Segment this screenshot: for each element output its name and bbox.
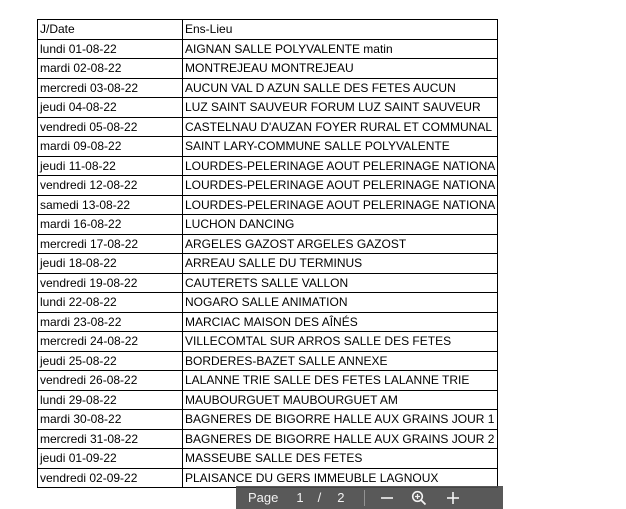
table-row — [38, 78, 498, 98]
table-row — [38, 39, 498, 59]
table-row — [38, 59, 498, 79]
table-row — [38, 273, 498, 293]
header-place: Ens-Lieu — [183, 20, 498, 40]
table-row — [38, 351, 498, 371]
header-date: J/Date — [38, 20, 183, 40]
row-place: LUCHON DANCING — [183, 215, 498, 235]
row-date: mercredi 24-08-22 — [38, 332, 183, 352]
row-place: MAUBOURGUET MAUBOURGUET AM — [183, 390, 498, 410]
table-row — [38, 332, 498, 352]
zoom-fit-button[interactable] — [409, 490, 429, 506]
row-place: SAINT LARY-COMMUNE SALLE POLYVALENTE — [183, 137, 498, 157]
table-row — [38, 254, 498, 274]
row-place: LOURDES-PELERINAGE AOUT PELERINAGE NATIONA — [183, 156, 498, 176]
table-row — [38, 195, 498, 215]
row-date: mardi 02-08-22 — [38, 59, 183, 79]
table-row — [38, 371, 498, 391]
row-date: mercredi 03-08-22 — [38, 78, 183, 98]
row-date: jeudi 04-08-22 — [38, 98, 183, 118]
row-date: jeudi 18-08-22 — [38, 254, 183, 274]
row-place: LOURDES-PELERINAGE AOUT PELERINAGE NATIONA — [183, 176, 498, 196]
table-header-row — [38, 20, 498, 40]
table-row — [38, 176, 498, 196]
row-place: LALANNE TRIE SALLE DES FETES LALANNE TRIE — [183, 371, 498, 391]
row-place: MASSEUBE SALLE DES FETES — [183, 449, 498, 469]
row-date: jeudi 25-08-22 — [38, 351, 183, 371]
table-row — [38, 429, 498, 449]
table-row — [38, 117, 498, 137]
row-date: mardi 09-08-22 — [38, 137, 183, 157]
row-date: jeudi 11-08-22 — [38, 156, 183, 176]
row-date: lundi 01-08-22 — [38, 39, 183, 59]
row-place: VILLECOMTAL SUR ARROS SALLE DES FETES — [183, 332, 498, 352]
row-place: BORDERES-BAZET SALLE ANNEXE — [183, 351, 498, 371]
row-date: mercredi 31-08-22 — [38, 429, 183, 449]
row-place: BAGNERES DE BIGORRE HALLE AUX GRAINS JOUR 1 — [183, 410, 498, 430]
table-row — [38, 312, 498, 332]
page-label: Page — [248, 490, 279, 505]
row-date: lundi 22-08-22 — [38, 293, 183, 313]
row-date: mercredi 17-08-22 — [38, 234, 183, 254]
row-date: vendredi 05-08-22 — [38, 117, 183, 137]
row-place: ARREAU SALLE DU TERMINUS — [183, 254, 498, 274]
row-place: MARCIAC MAISON DES AÎNÉS — [183, 312, 498, 332]
row-date: vendredi 02-09-22 — [38, 468, 183, 488]
page-separator: / — [317, 490, 322, 505]
row-date: jeudi 01-09-22 — [38, 449, 183, 469]
total-page-count: 2 — [337, 490, 345, 505]
minus-icon — [380, 491, 394, 505]
row-place: NOGARO SALLE ANIMATION — [183, 293, 498, 313]
row-place: CAUTERETS SALLE VALLON — [183, 273, 498, 293]
table-row — [38, 156, 498, 176]
table-row — [38, 449, 498, 469]
row-date: lundi 29-08-22 — [38, 390, 183, 410]
table-row — [38, 390, 498, 410]
zoom-in-button[interactable] — [443, 491, 463, 505]
pdf-page-toolbar — [236, 486, 503, 509]
zoom-out-button[interactable] — [377, 491, 397, 505]
plus-icon — [446, 491, 460, 505]
row-date: mardi 16-08-22 — [38, 215, 183, 235]
row-place: AUCUN VAL D AZUN SALLE DES FETES AUCUN — [183, 78, 498, 98]
schedule-table — [37, 19, 498, 488]
row-place: AIGNAN SALLE POLYVALENTE matin — [183, 39, 498, 59]
row-date: vendredi 19-08-22 — [38, 273, 183, 293]
row-place: ARGELES GAZOST ARGELES GAZOST — [183, 234, 498, 254]
current-page-number[interactable]: 1 — [296, 490, 304, 505]
row-date: vendredi 12-08-22 — [38, 176, 183, 196]
row-place: PLAISANCE DU GERS IMMEUBLE LAGNOUX — [183, 468, 498, 488]
row-date: mardi 23-08-22 — [38, 312, 183, 332]
table-row — [38, 98, 498, 118]
table-row — [38, 468, 498, 488]
toolbar-divider — [364, 490, 365, 506]
row-place: LUZ SAINT SAUVEUR FORUM LUZ SAINT SAUVEUR — [183, 98, 498, 118]
table-row — [38, 293, 498, 313]
row-place: LOURDES-PELERINAGE AOUT PELERINAGE NATIONA — [183, 195, 498, 215]
row-date: mardi 30-08-22 — [38, 410, 183, 430]
table-row — [38, 234, 498, 254]
row-date: samedi 13-08-22 — [38, 195, 183, 215]
row-date: vendredi 26-08-22 — [38, 371, 183, 391]
magnifier-plus-icon — [411, 490, 427, 506]
row-place: BAGNERES DE BIGORRE HALLE AUX GRAINS JOUR 2 — [183, 429, 498, 449]
row-place: CASTELNAU D'AUZAN FOYER RURAL ET COMMUNAL — [183, 117, 498, 137]
table-row — [38, 137, 498, 157]
row-place: MONTREJEAU MONTREJEAU — [183, 59, 498, 79]
table-row — [38, 410, 498, 430]
table-row — [38, 215, 498, 235]
